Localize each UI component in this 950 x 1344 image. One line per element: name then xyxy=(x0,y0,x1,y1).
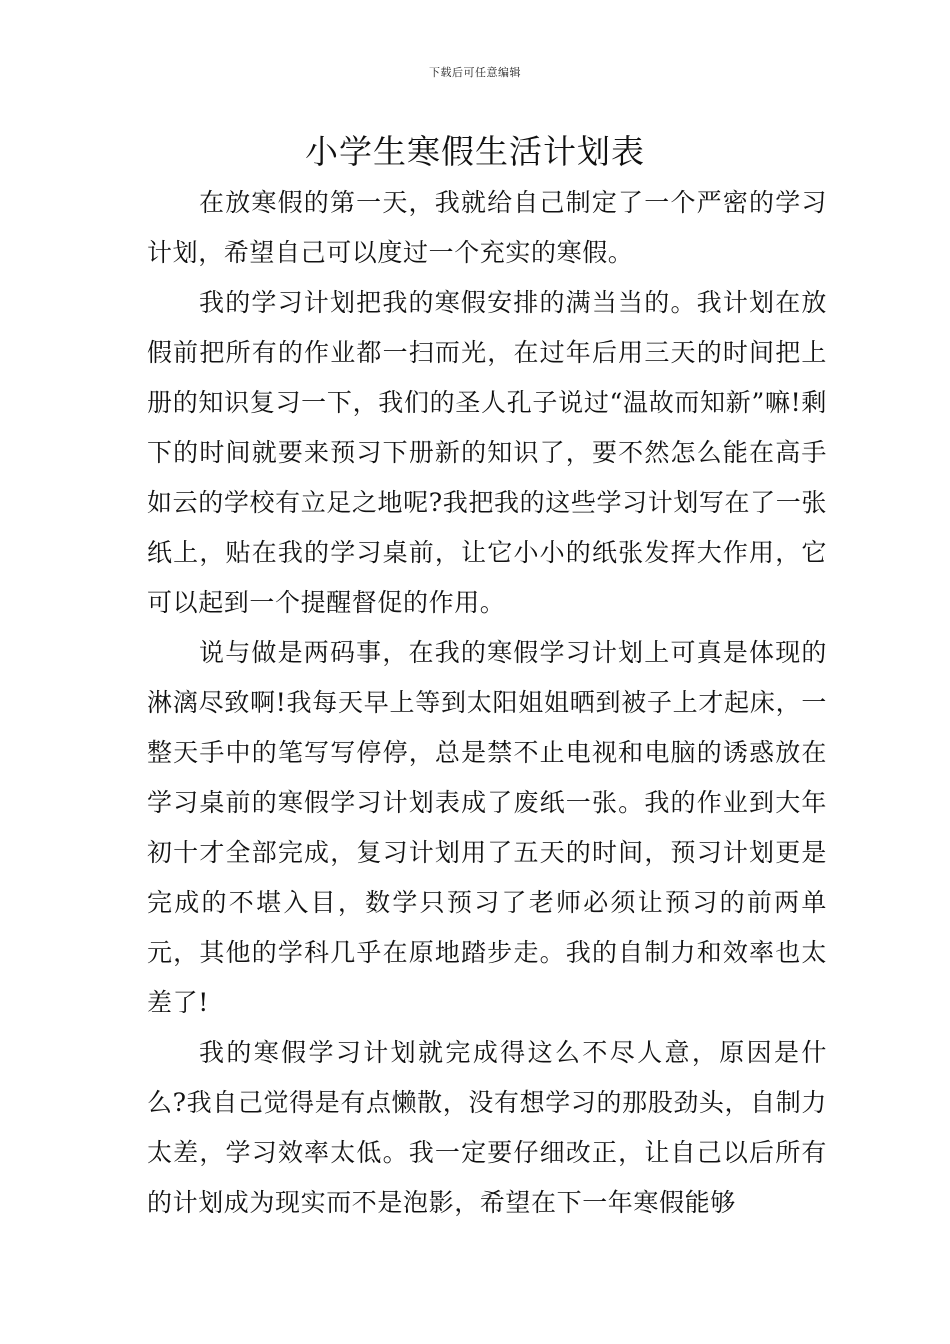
paragraph: 说与做是两码事，在我的寒假学习计划上可真是体现的淋漓尽致啊!我每天早上等到太阳姐姐晒到被子上才起床，一整天手中的笔写写停停，总是禁不止电视和电脑的诱惑放在学习桌前的寒假学习计划表成了废纸一张。我的作业到大年初十才全部完成，复习计划用了五天的时间，预习计划更是完成的不堪入目，数学只预习了老师必须让预习的前两单元，其他的学科几乎在原地踏步走。我的自制力和效率也太差了! xyxy=(147,638,827,1017)
document-body xyxy=(147,178,827,1228)
paragraph: 在放寒假的第一天，我就给自己制定了一个严密的学习计划，希望自己可以度过一个充实的寒假。 xyxy=(147,188,827,267)
paragraph: 我的学习计划把我的寒假安排的满当当的。我计划在放假前把所有的作业都一扫而光，在过年后用三天的时间把上册的知识复习一下，我们的圣人孔子说过“温故而知新”嘛!剩下的时间就要来预习下册新的知识了，要不然怎么能在高手如云的学校有立足之地呢?我把我的这些学习计划写在了一张纸上，贴在我的学习桌前，让它小小的纸张发挥大作用，它可以起到一个提醒督促的作用。 xyxy=(147,288,827,617)
header-note: 下载后可任意编辑 xyxy=(429,66,521,79)
document-title: 小学生寒假生活计划表 xyxy=(305,132,645,171)
paragraph: 我的寒假学习计划就完成得这么不尽人意，原因是什么?我自己觉得是有点懒散，没有想学习的那股劲头，自制力太差，学习效率太低。我一定要仔细改正，让自己以后所有的计划成为现实而不是泡影，希望在下一年寒假能够 xyxy=(147,1038,827,1217)
